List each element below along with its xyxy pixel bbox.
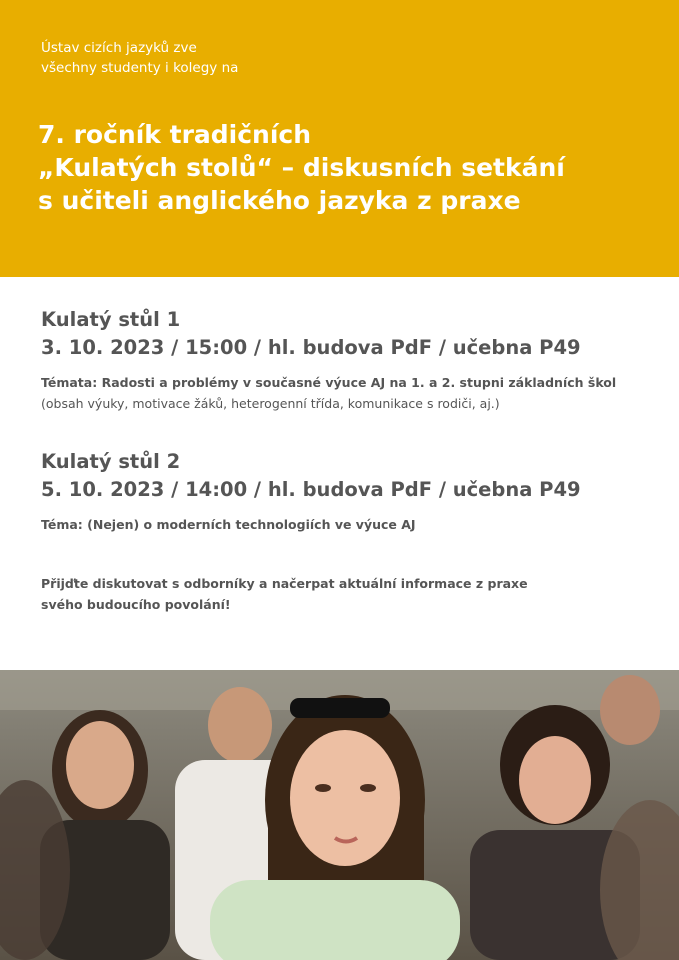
invitation-text [41,573,651,615]
event-1-topic-details: (obsah výuky, motivace žáků, heterogenní třída, komunikace s rodiči, aj.) [41,396,500,411]
intro-text [41,38,238,78]
title-line-3: s učiteli anglického jazyka z praxe [38,186,521,215]
event-1-topic-label: Témata: Radosti a problémy v současné výuce AJ na 1. a 2. stupni základních škol [41,375,617,390]
event-1-topic [41,372,651,414]
event-2-when-where: 5. 10. 2023 / 14:00 / hl. budova PdF / učebna P49 [41,478,581,501]
header-banner [0,0,679,277]
event-2-topic-label: Téma: (Nejen) o moderních technologiích ve výuce AJ [41,517,416,532]
event-series-title [38,118,565,217]
intro-line-2: všechny studenty i kolegy na [41,60,239,76]
event-2-name: Kulatý stůl 2 [41,450,181,473]
event-list [41,306,651,615]
event-1-name: Kulatý stůl 1 [41,308,181,331]
event-2 [41,448,651,535]
title-line-1: 7. ročník tradičních [38,120,312,149]
event-1-when-where: 3. 10. 2023 / 15:00 / hl. budova PdF / učebna P49 [41,336,581,359]
intro-line-1: Ústav cizích jazyků zve [41,40,197,56]
event-2-topic [41,514,651,535]
invitation-line-2: svého budoucího povolání! [41,597,231,612]
invitation-line-1: Přijďte diskutovat s odborníky a načerpat aktuální informace z praxe [41,576,528,591]
audience-photo-illustration [0,670,679,960]
event-1 [41,306,651,414]
title-line-2: „Kulatých stolů“ – diskusních setkání [38,153,565,182]
audience-photo [0,670,679,960]
